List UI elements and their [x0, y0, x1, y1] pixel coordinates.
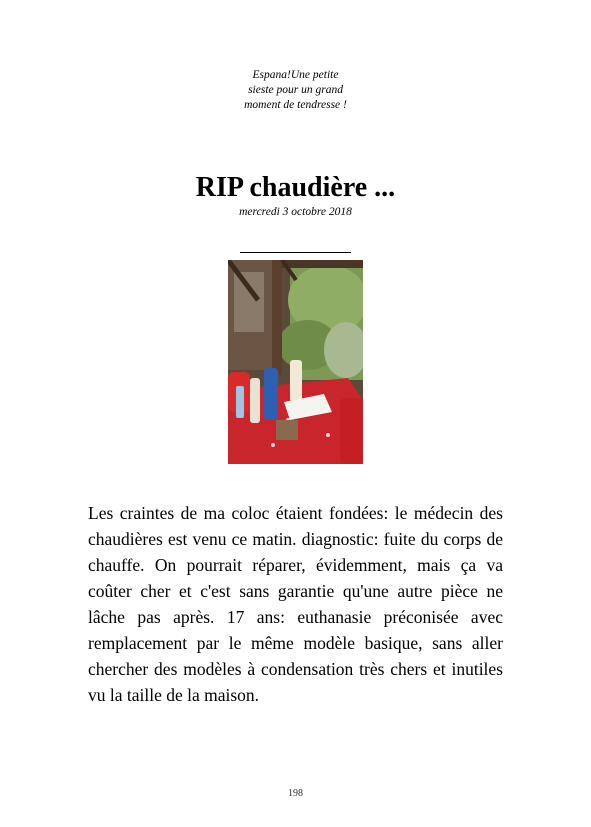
header-note-line: sieste pour un grand	[248, 84, 343, 96]
divider	[240, 252, 351, 253]
photo-illustration	[228, 260, 363, 464]
post-date: mercredi 3 octobre 2018	[239, 206, 352, 218]
post-title: RIP chaudière ...	[195, 172, 396, 203]
header-note-line: Espana!Une petite	[252, 69, 339, 81]
header-note	[0, 68, 591, 113]
post-photo	[228, 260, 363, 464]
page-number: 198	[288, 788, 303, 799]
header-note-line: moment de tendresse !	[244, 99, 347, 111]
post-body: Les craintes de ma coloc étaient fondées: le médecin des chaudières est venu ce matin. diagnostic: fuite du corps de chauffe. On pourrait réparer, évidemment, mais ça va coûter cher et c'est sans garantie qu'une autre pièce ne lâche pas après. 17 ans: euthanasie préconisée avec remplacement par le même modèle basique, sans aller chercher des modèles à condensation très chers et inutiles vu la taille de la maison.	[88, 503, 503, 705]
